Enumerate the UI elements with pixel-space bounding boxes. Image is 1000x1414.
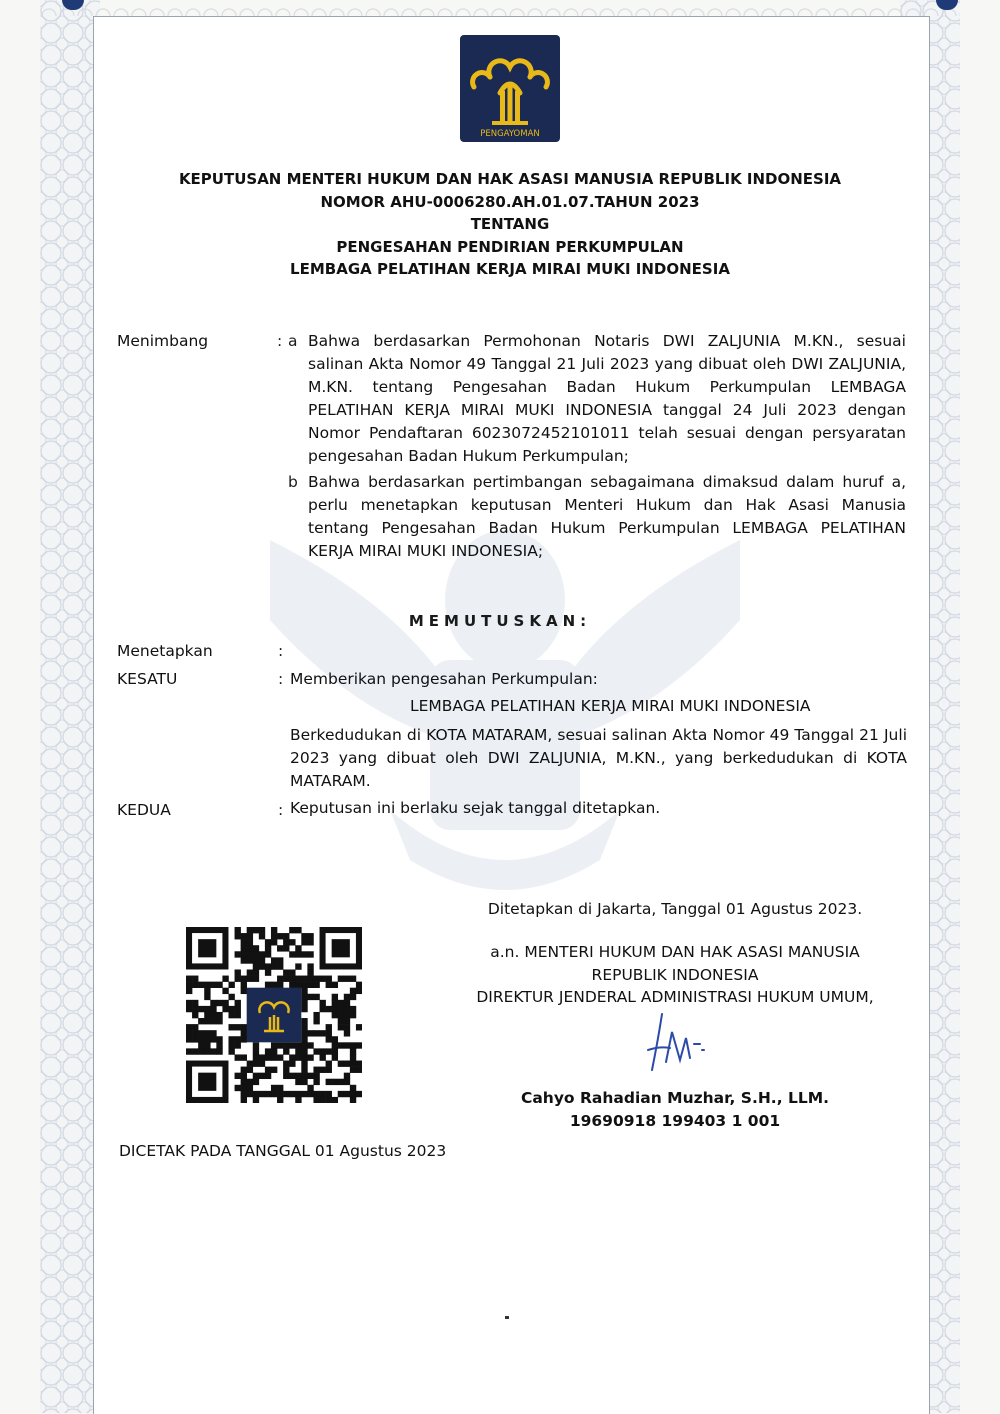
kedua-text: Keputusan ini berlaku sejak tanggal ditetapkan. [290,799,661,817]
menimbang-letter-a: a [288,332,298,350]
decorative-border-top [40,0,960,16]
menimbang-letter-b: b [288,473,298,491]
menimbang-point-b: Bahwa berdasarkan pertimbangan sebagaimana dimaksud dalam huruf a, perlu menetapkan keputusan Menteri Hukum dan Hak Asasi Manusia tentang Pengesahan Badan Hukum Perkumpulan LEMBAGA PELATIHAN KERJA MIRAI MUKI INDONESIA; [308,473,906,560]
title-line-4: PENGESAHAN PENDIRIAN PERKUMPULAN [336,237,684,256]
kesatu-label: KESATU [117,670,178,688]
printed-date: DICETAK PADA TANGGAL 01 Agustus 2023 [119,1142,447,1160]
title-line-5: LEMBAGA PELATIHAN KERJA MIRAI MUKI INDONESIA [290,260,730,279]
pengayoman-logo [460,35,560,142]
qr-code [186,927,362,1103]
kedua-colon: : [278,801,284,819]
menimbang-label: Menimbang [117,332,209,350]
title-line-2: NOMOR AHU-0006280.AH.01.07.TAHUN 2023 [320,192,700,211]
logo-text: PENGAYOMAN [480,129,540,139]
title-line-1: KEPUTUSAN MENTERI HUKUM DAN HAK ASASI MANUSIA REPUBLIK INDONESIA [178,170,842,188]
ditetapkan-line: Ditetapkan di Jakarta, Tanggal 01 Agustus 2023. [487,900,863,918]
kesatu-colon: : [278,670,284,688]
menetapkan-colon: : [278,642,284,660]
memutuskan-heading: MEMUTUSKAN: [408,612,592,630]
kedua-label: KEDUA [117,801,171,819]
signatory-title-line-2: REPUBLIK INDONESIA [591,965,759,984]
signatory-name: Cahyo Rahadian Muzhar, S.H., LLM. [520,1089,830,1107]
kesatu-line: Memberikan pengesahan Perkumpulan: [290,670,598,688]
decree-title [120,168,900,281]
signatory-title [470,941,880,1009]
signatory-title-line-3: DIREKTUR JENDERAL ADMINISTRASI HUKUM UMUM, [476,988,874,1006]
kesatu-text: Berkedudukan di KOTA MATARAM, sesuai salinan Akta Nomor 49 Tanggal 21 Juli 2023 yang dibuat oleh DWI ZALJUNIA, M.KN., yang berkedudukan di KOTA MATARAM. [290,726,907,790]
menimbang-colon: : [277,332,283,350]
decorative-border-left [40,0,100,1413]
signatory-nip: 19690918 199403 1 001 [569,1111,781,1130]
association-name: LEMBAGA PELATIHAN KERJA MIRAI MUKI INDONESIA [410,697,811,715]
ink-dot [505,1316,509,1319]
signatory-title-line-1: a.n. MENTERI HUKUM DAN HAK ASASI MANUSIA [490,943,860,961]
menetapkan-label: Menetapkan [117,642,213,660]
handwritten-signature [640,1010,720,1080]
signatory [470,1087,880,1132]
title-line-3: TENTANG [470,215,550,234]
menimbang-point-a: Bahwa berdasarkan Permohonan Notaris DWI ZALJUNIA M.KN., sesuai salinan Akta Nomor 49 Tanggal 21 Juli 2023 yang dibuat oleh DWI ZALJUNIA, M.KN. tentang Pengesahan Badan Hukum Perkumpulan LEMBAGA PELATIHAN KERJA MIRAI MUKI INDONESIA tanggal 24 Juli 2023 dengan Nomor Pendaftaran 6023072452101011 telah sesuai dengan persyaratan pengesahan Badan Hukum Perkumpulan; [308,332,906,465]
